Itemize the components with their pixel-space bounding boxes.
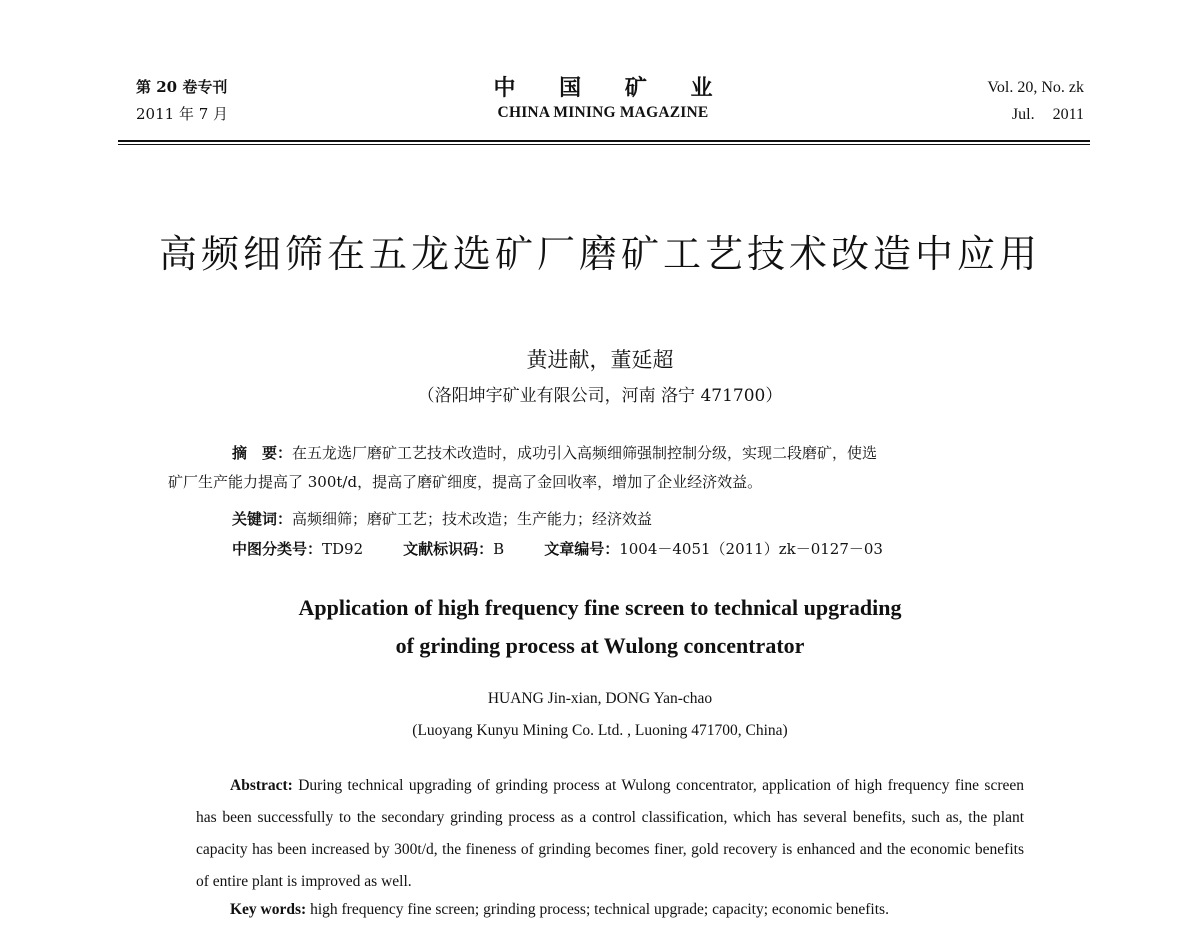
abstract-cn xyxy=(168,439,1028,497)
title-en-line-2: of grinding process at Wulong concentrator xyxy=(395,633,805,658)
keywords-cn-text: 高频细筛；磨矿工艺；技术改造；生产能力；经济效益 xyxy=(292,510,653,528)
year-en: 2011 xyxy=(1052,106,1084,123)
month-en: Jul. xyxy=(1011,106,1035,123)
abstract-label-cn: 摘 要： xyxy=(232,444,293,462)
journal-name xyxy=(118,74,1088,124)
header-rule-thick xyxy=(118,140,1090,142)
affiliation-en: (Luoyang Kunyu Mining Co. Ltd. , Luoning 471700, China) xyxy=(412,722,788,739)
keywords-label-en: Key words: xyxy=(230,901,307,918)
header-right xyxy=(987,74,1084,128)
page-header xyxy=(118,74,1088,138)
abstract-label-en: Abstract: xyxy=(230,777,293,794)
doc-code-value: B xyxy=(493,540,505,558)
clc-value: TD92 xyxy=(322,540,364,558)
keywords-en xyxy=(230,894,1030,926)
classification-line xyxy=(194,535,1066,564)
paper-title-en xyxy=(0,589,1200,665)
paper-title-cn: 高频细筛在五龙选矿厂磨矿工艺技术改造中应用 xyxy=(158,232,1041,276)
volume-cn: 第 20 卷专刊 xyxy=(136,78,228,96)
keywords-cn xyxy=(194,505,1066,534)
abstract-cn-line-1 xyxy=(194,439,1028,468)
journal-name-en: CHINA MINING MAGAZINE xyxy=(497,104,709,121)
affiliation-cn: （洛阳坤宇矿业有限公司，河南 洛宁 471700） xyxy=(417,386,783,406)
authors-cn: 黄进献，董延超 xyxy=(526,348,674,372)
abstract-cn-text-1: 在五龙选厂磨矿工艺技术改造时，成功引入高频细筛强制控制分级，实现二段磨矿，使选 xyxy=(292,444,878,462)
article-no-label: 文章编号： xyxy=(544,540,620,558)
volume-en: Vol. 20, No. zk xyxy=(987,79,1084,96)
abstract-en-text: During technical upgrading of grinding process at Wulong concentrator, application of high frequency fine screen has been successfully to the secondary grinding process as a control classification, which has several benefits, such as, the plant capacity has been increased by 300t/d, the fineness of grinding becomes finer, gold recovery is enhanced and the economic benefits of entire plant is improved as well. xyxy=(196,777,1024,890)
authors-en: HUANG Jin-xian, DONG Yan-chao xyxy=(487,690,713,707)
doc-code-label: 文献标识码： xyxy=(403,540,494,558)
date-cn: 2011 年 7 月 xyxy=(136,105,229,123)
clc-label: 中图分类号： xyxy=(232,540,323,558)
keywords-en-text: high frequency fine screen; grinding process; technical upgrade; capacity; economic benefits. xyxy=(310,901,889,918)
keywords-label-cn: 关键词： xyxy=(232,510,293,528)
abstract-cn-text-2: 矿厂生产能力提高了 300t/d，提高了磨矿细度，提高了金回收率，增加了企业经济效益。 xyxy=(168,473,763,491)
header-rule-thin xyxy=(118,144,1090,145)
journal-name-cn: 中 国 矿 业 xyxy=(493,75,731,101)
article-no-value: 1004－4051（2011）zk－0127－03 xyxy=(619,540,883,558)
title-en-line-1: Application of high frequency fine screen to technical upgrading xyxy=(298,595,902,620)
abstract-en xyxy=(196,770,1024,898)
issue-date-en xyxy=(987,101,1084,128)
